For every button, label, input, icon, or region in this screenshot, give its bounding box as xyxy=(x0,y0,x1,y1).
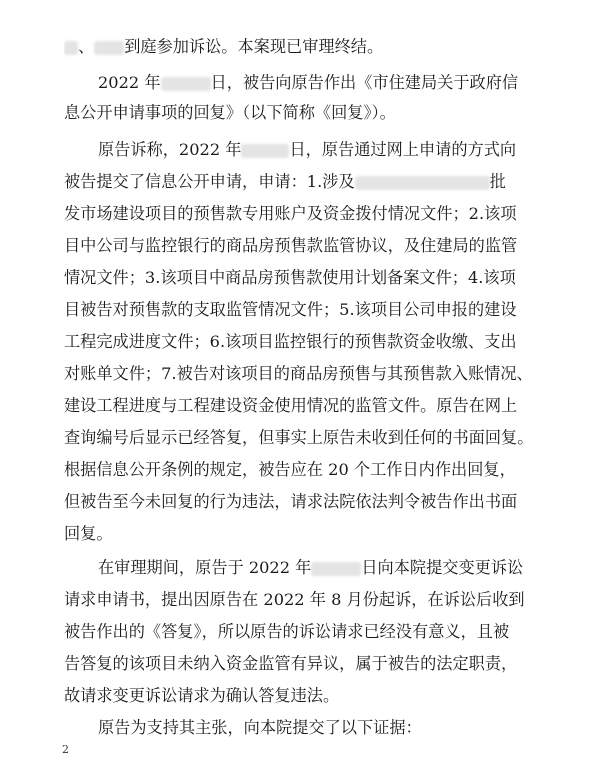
page-number: 2 xyxy=(62,743,69,756)
text-line: 息公开申请事项的回复》（以下简称《回复》）。 xyxy=(64,103,396,122)
text-line: 原告为支持其主张，向本院提交了以下证据： xyxy=(98,718,422,737)
text-line: 被告提交了信息公开申请，申请：1.涉及 批 xyxy=(64,172,506,191)
text-line: 目被告对预售款的支取监管情况文件；5.该项目公司申报的建设 xyxy=(64,300,517,319)
text-line: 2022 年 日，被告向原告作出《市住建局关于政府信 xyxy=(98,73,519,92)
text-line: 但被告至今未回复的行为违法，请求法院依法判令被告作出书面 xyxy=(64,492,518,511)
text-line: 发市场建设项目的预售款专用账户及资金拨付情况文件；2.该项 xyxy=(64,204,517,223)
text-line: 根据信息公开条例的规定，被告应在 20 个工作日内作出回复， xyxy=(64,460,516,479)
redacted-text xyxy=(311,562,361,576)
redacted-text xyxy=(161,77,211,91)
text-line: 原告诉称，2022 年 日，原告通过网上申请的方式向 xyxy=(98,140,517,159)
text-line: 请求申请书，提出因原告在 2022 年 8 月份起诉，在诉讼后收到 xyxy=(64,590,525,609)
text-line: 工程完成进度文件；6.该项目监控银行的预售款资金收缴、支出 xyxy=(64,332,517,351)
text-line: 目中公司与监控银行的商品房预售款监管协议，及住建局的监管 xyxy=(64,236,518,255)
text-line: 告答复的该项目未纳入资金监管有异议，属于被告的法定职责， xyxy=(64,654,518,673)
redacted-text xyxy=(94,41,124,55)
redacted-text xyxy=(355,176,490,190)
text-line: 故请求变更诉讼请求为确认答复违法。 xyxy=(64,686,340,705)
text-line: 对账单文件；7.被告对该项目的商品房预售与其预售款入账情况、 xyxy=(64,364,533,383)
redacted-text xyxy=(241,144,289,158)
text-line: 查询编号后显示已经答复，但事实上原告未收到任何的书面回复。 xyxy=(64,428,534,447)
text-line: 建设工程进度与工程建设资金使用情况的监管文件。原告在网上 xyxy=(64,396,518,415)
text-line: 、 到庭参加诉讼。本案现已审理终结。 xyxy=(64,37,564,59)
text-line: 在审理期间，原告于 2022 年 日向本院提交变更诉讼 xyxy=(98,558,524,577)
redacted-text xyxy=(64,41,78,55)
text-line: 被告作出的《答复》，所以原告的诉讼请求已经没有意义，且被 xyxy=(64,622,510,641)
text-line: 情况文件；3.该项目中商品房预售款使用计划备案文件；4.该项 xyxy=(64,268,516,287)
text-line: 回复。 xyxy=(64,524,113,543)
